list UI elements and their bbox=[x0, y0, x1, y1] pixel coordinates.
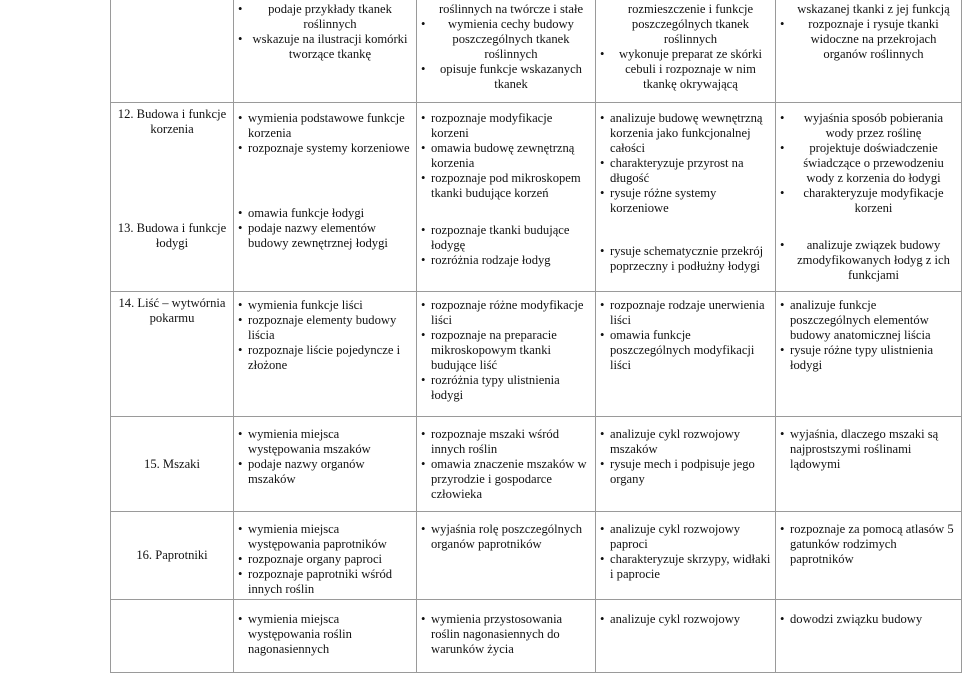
topic-cell bbox=[111, 103, 234, 292]
list-item: • rozpoznaje tkanki budujące łodygę bbox=[421, 223, 591, 253]
list-item: • rozpoznaje modyfikacje korzeni bbox=[421, 111, 591, 141]
list-item: • analizuje budowę wewnętrzną korzenia jako funkcjonalnej całości bbox=[600, 111, 771, 156]
list-item: • wymienia miejsca występowania mszaków bbox=[238, 427, 412, 457]
list-item: • rozpoznaje za pomocą atlasów 5 gatunków rodzimych paprotników bbox=[780, 522, 957, 567]
list-item: • rozróżnia rodzaje łodyg bbox=[421, 253, 591, 268]
requirements-cell bbox=[234, 600, 417, 673]
topic-title: 16. Paprotniki bbox=[136, 548, 208, 562]
list-item: • projektuje doświadczenie świadczące o przewodzeniu wody z korzenia do łodygi bbox=[780, 141, 957, 186]
requirements-cell bbox=[596, 512, 776, 600]
list-item: • rozpoznaje różne modyfikacje liści bbox=[421, 298, 591, 328]
list-item: • wyjaśnia sposób pobierania wody przez roślinę bbox=[780, 111, 957, 141]
requirements-list bbox=[600, 612, 771, 627]
requirements-cell bbox=[417, 0, 596, 103]
list-item: • charakteryzuje skrzypy, widłaki i paprocie bbox=[600, 552, 771, 582]
requirements-list bbox=[238, 612, 412, 657]
requirements-cell bbox=[417, 417, 596, 512]
requirements-list bbox=[238, 111, 412, 156]
requirements-cell bbox=[776, 103, 962, 292]
list-item: • rysuje różne systemy korzeniowe bbox=[600, 186, 771, 216]
requirements-list bbox=[780, 111, 957, 216]
topic-cell bbox=[111, 0, 234, 103]
table-row bbox=[111, 103, 962, 292]
requirements-cell bbox=[776, 0, 962, 103]
list-item: • rozpoznaje i rysuje tkanki widoczne na przekrojach organów roślinnych bbox=[780, 17, 957, 62]
requirements-cell bbox=[234, 417, 417, 512]
list-item: • wymienia miejsca występowania paprotników bbox=[238, 522, 412, 552]
list-item: • omawia znaczenie mszaków w przyrodzie i gospodarce człowieka bbox=[421, 457, 591, 502]
table-row bbox=[111, 292, 962, 417]
list-item: • rozpoznaje organy paproci bbox=[238, 552, 412, 567]
list-item: • wyjaśnia, dlaczego mszaki są najprostszymi roślinami lądowymi bbox=[780, 427, 957, 472]
list-item: • podaje nazwy elementów budowy zewnętrznej łodygi bbox=[238, 221, 412, 251]
topic-cell bbox=[111, 292, 234, 417]
list-item: rozmieszczenie i funkcje poszczególnych tkanek roślinnych bbox=[627, 2, 754, 46]
requirements-list bbox=[421, 298, 591, 403]
list-item: • rysuje schematycznie przekrój poprzeczny i podłużny łodygi bbox=[600, 244, 771, 274]
list-item: • analizuje cykl rozwojowy bbox=[600, 612, 771, 627]
requirements-list bbox=[238, 298, 412, 373]
requirements-cell bbox=[234, 292, 417, 417]
list-item: • rozpoznaje mszaki wśród innych roślin bbox=[421, 427, 591, 457]
topic-title: 14. Liść – wytwórnia pokarmu bbox=[118, 296, 226, 325]
spacer bbox=[600, 216, 771, 244]
requirements-list bbox=[421, 522, 591, 552]
topic-title: 12. Budowa i funkcje korzenia bbox=[117, 107, 227, 136]
list-item: • rozpoznaje na preparacie mikroskopowym tkanki budujące liść bbox=[421, 328, 591, 373]
list-item: • rysuje różne typy ulistnienia łodygi bbox=[780, 343, 957, 373]
requirements-cell bbox=[776, 292, 962, 417]
list-item: • analizuje cykl rozwojowy mszaków bbox=[600, 427, 771, 457]
list-item: • wskazuje na ilustracji komórki tworzące tkankę bbox=[238, 32, 412, 62]
requirements-list bbox=[238, 522, 412, 597]
requirements-list bbox=[421, 612, 591, 657]
list-item: • analizuje związek budowy zmodyfikowanych łodyg z ich funkcjami bbox=[780, 238, 957, 283]
list-item: • podaje nazwy organów mszaków bbox=[238, 457, 412, 487]
table-row bbox=[111, 417, 962, 512]
requirements-cell bbox=[417, 292, 596, 417]
requirements-cell bbox=[596, 292, 776, 417]
list-item: • omawia funkcje poszczególnych modyfikacji liści bbox=[600, 328, 771, 373]
topic-cell bbox=[111, 417, 234, 512]
requirements-list bbox=[421, 2, 591, 92]
requirements-cell bbox=[596, 417, 776, 512]
list-item: • charakteryzuje przyrost na długość bbox=[600, 156, 771, 186]
requirements-list bbox=[600, 298, 771, 373]
list-item: roślinnych na twórcze i stałe bbox=[438, 2, 584, 16]
requirements-cell bbox=[234, 512, 417, 600]
requirements-list bbox=[600, 427, 771, 487]
requirements-cell bbox=[776, 600, 962, 673]
list-item: • wyjaśnia rolę poszczególnych organów paprotników bbox=[421, 522, 591, 552]
list-item: • rozpoznaje liście pojedyncze i złożone bbox=[238, 343, 412, 373]
requirements-list bbox=[238, 2, 412, 62]
list-item: • wykonuje preparat ze skórki cebuli i rozpoznaje w nim tkankę okrywającą bbox=[600, 47, 771, 92]
list-item: • opisuje funkcje wskazanych tkanek bbox=[421, 62, 591, 92]
requirements-cell bbox=[596, 0, 776, 103]
requirements-list bbox=[780, 427, 957, 472]
requirements-list bbox=[780, 238, 957, 283]
topic-title: 15. Mszaki bbox=[144, 456, 200, 471]
list-item: • podaje przykłady tkanek roślinnych bbox=[238, 2, 412, 32]
table-row bbox=[111, 512, 962, 600]
topic-title: 13. Budowa i funkcje łodygi bbox=[117, 221, 227, 250]
requirements-list bbox=[421, 427, 591, 502]
spacer bbox=[780, 216, 957, 238]
table-row bbox=[111, 600, 962, 673]
list-item: • rozpoznaje systemy korzeniowe bbox=[238, 141, 412, 156]
list-item: • rozpoznaje elementy budowy liścia bbox=[238, 313, 412, 343]
requirements-cell bbox=[417, 512, 596, 600]
requirements-list bbox=[600, 111, 771, 216]
requirements-list bbox=[238, 206, 412, 251]
list-item: • rysuje mech i podpisuje jego organy bbox=[600, 457, 771, 487]
requirements-cell bbox=[776, 512, 962, 600]
requirements-list bbox=[600, 244, 771, 274]
list-item: • wymienia przystosowania roślin nagonasiennych do warunków życia bbox=[421, 612, 591, 657]
requirements-cell bbox=[234, 0, 417, 103]
list-item: • wymienia miejsca występowania roślin nagonasiennych bbox=[238, 612, 412, 657]
requirements-list bbox=[780, 612, 957, 627]
requirements-list bbox=[421, 111, 591, 201]
list-item: • wymienia podstawowe funkcje korzenia bbox=[238, 111, 412, 141]
list-item: • rozpoznaje pod mikroskopem tkanki budujące korzeń bbox=[421, 171, 591, 201]
requirements-cell bbox=[596, 600, 776, 673]
requirements-list bbox=[600, 2, 771, 92]
requirements-list bbox=[780, 2, 957, 62]
list-item: • analizuje cykl rozwojowy paproci bbox=[600, 522, 771, 552]
topic-cell bbox=[111, 600, 234, 673]
requirements-cell bbox=[234, 103, 417, 292]
requirements-cell bbox=[596, 103, 776, 292]
requirements-cell bbox=[417, 103, 596, 292]
list-item: • rozróżnia typy ulistnienia łodygi bbox=[421, 373, 591, 403]
list-item: • charakteryzuje modyfikacje korzeni bbox=[780, 186, 957, 216]
table-row bbox=[111, 0, 962, 103]
requirements-list bbox=[780, 298, 957, 373]
requirements-cell bbox=[776, 417, 962, 512]
list-item: • rozpoznaje rodzaje unerwienia liści bbox=[600, 298, 771, 328]
list-item: • wymienia funkcje liści bbox=[238, 298, 412, 313]
requirements-list bbox=[600, 522, 771, 582]
list-item: wskazanej tkanki z jej funkcją bbox=[797, 2, 950, 16]
requirements-list bbox=[238, 427, 412, 487]
list-item: • omawia budowę zewnętrzną korzenia bbox=[421, 141, 591, 171]
topic-cell bbox=[111, 512, 234, 600]
list-item: • wymienia cechy budowy poszczególnych tkanek roślinnych bbox=[421, 17, 591, 62]
curriculum-table bbox=[110, 0, 962, 673]
requirements-list bbox=[421, 223, 591, 268]
spacer bbox=[238, 156, 412, 206]
requirements-list bbox=[780, 522, 957, 567]
requirements-cell bbox=[417, 600, 596, 673]
list-item: • analizuje funkcje poszczególnych elementów budowy anatomicznej liścia bbox=[780, 298, 957, 343]
list-item: • omawia funkcje łodygi bbox=[238, 206, 412, 221]
spacer bbox=[421, 201, 591, 223]
list-item: • rozpoznaje paprotniki wśród innych roślin bbox=[238, 567, 412, 597]
list-item: • dowodzi związku budowy bbox=[780, 612, 957, 627]
